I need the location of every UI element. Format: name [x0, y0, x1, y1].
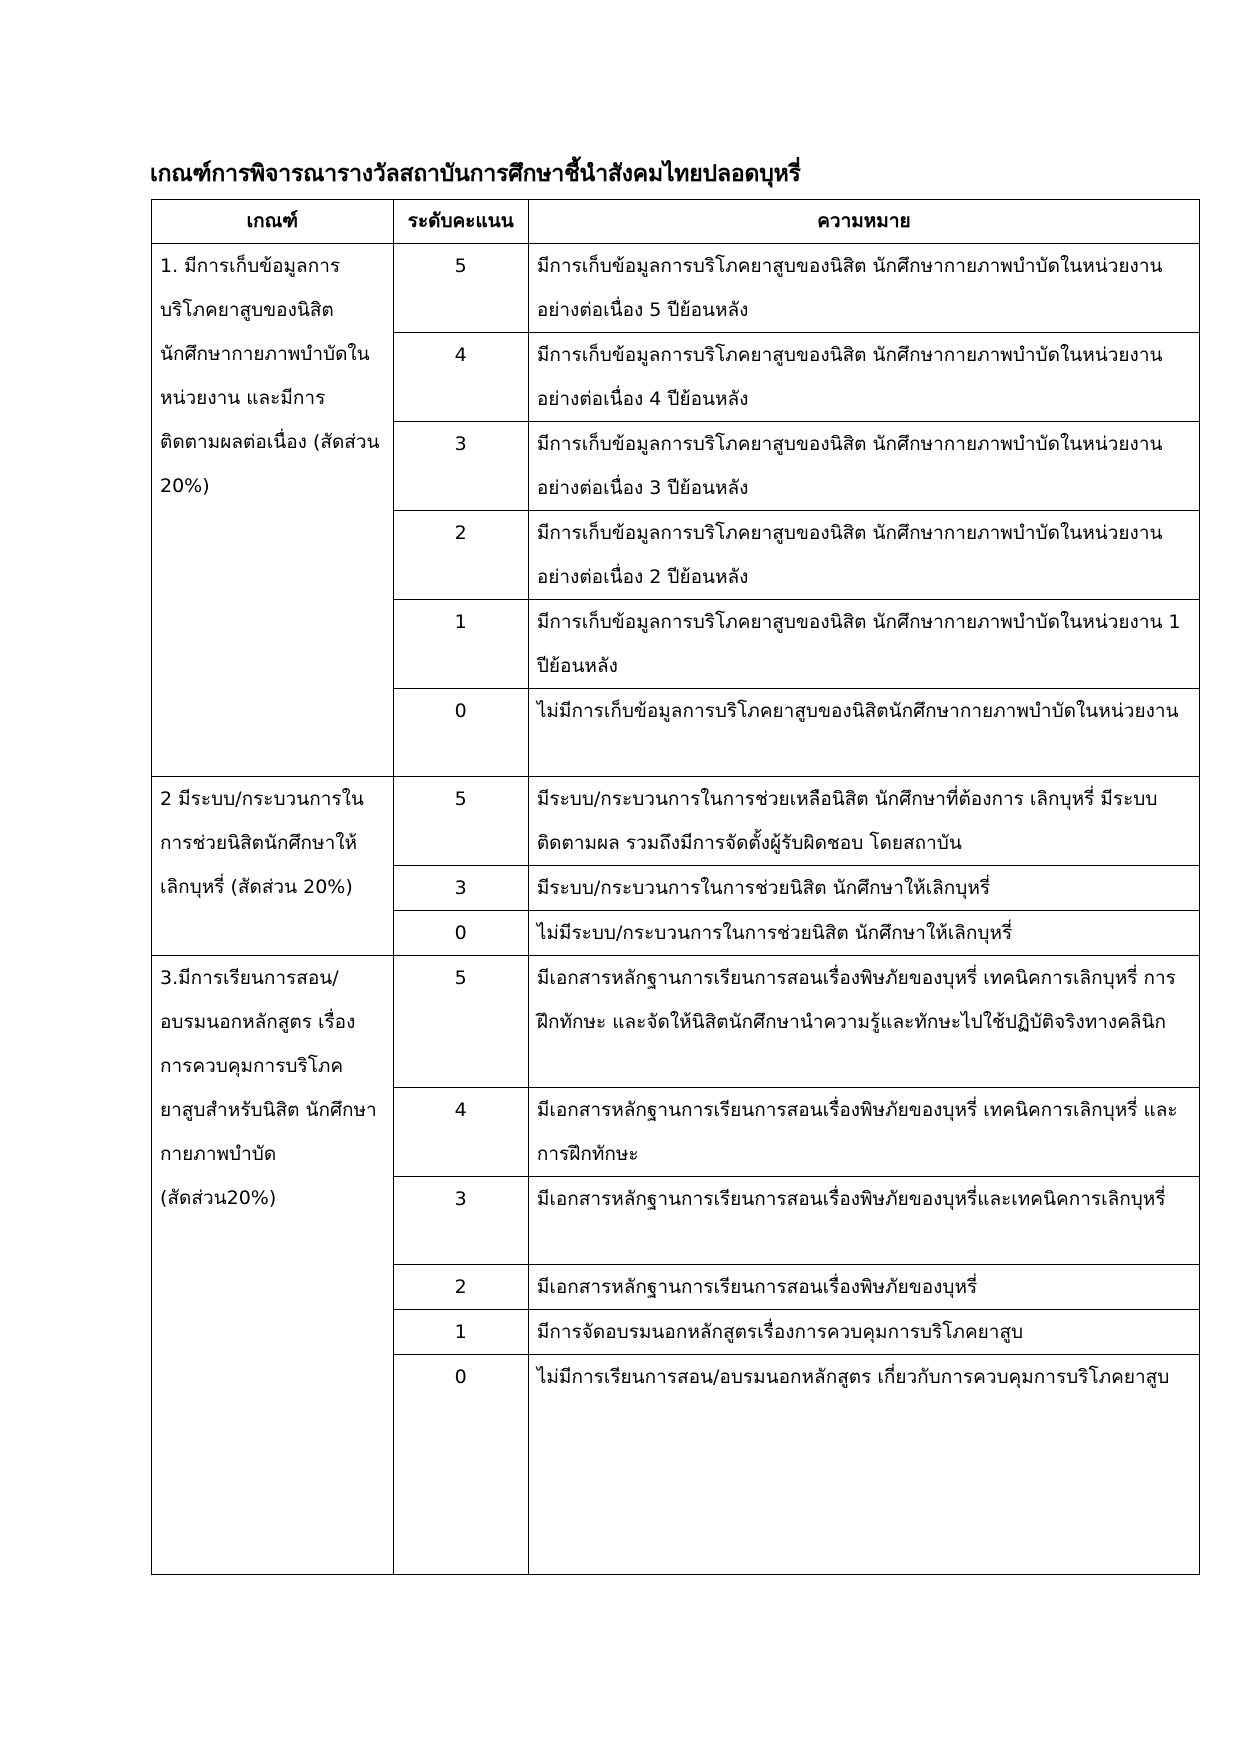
- criterion-cell: 1. มีการเก็บข้อมูลการบริโภคยาสูบของนิสิต นักศึกษากายภาพบำบัดในหน่วยงาน และมีการติดตามผลต่อเนื่อง (สัดส่วน 20%): [152, 244, 394, 777]
- criterion-cell: 2 มีระบบ/กระบวนการในการช่วยนิสิตนักศึกษาให้เลิกบุหรี่ (สัดส่วน 20%): [152, 777, 394, 956]
- meaning-cell: มีเอกสารหลักฐานการเรียนการสอนเรื่องพิษภัยของบุหรี่ เทคนิคการเลิกบุหรี่ การฝึกทักษะ และจัดให้นิสิตนักศึกษานำความรู้และทักษะไปใช้ปฏิบัติจริงทางคลินิก: [528, 956, 1199, 1088]
- score-level-cell: 2: [393, 511, 528, 600]
- meaning-cell: มีการเก็บข้อมูลการบริโภคยาสูบของนิสิต นักศึกษากายภาพบำบัดในหน่วยงาน 1 ปีย้อนหลัง: [528, 600, 1199, 689]
- meaning-cell: มีเอกสารหลักฐานการเรียนการสอนเรื่องพิษภัยของบุหรี่ เทคนิคการเลิกบุหรี่ และการฝึกทักษะ: [528, 1088, 1199, 1177]
- score-level-cell: 5: [393, 244, 528, 333]
- score-level-cell: 1: [393, 1310, 528, 1355]
- meaning-cell: มีระบบ/กระบวนการในการช่วยนิสิต นักศึกษาให้เลิกบุหรี่: [528, 866, 1199, 911]
- score-level-cell: 5: [393, 956, 528, 1088]
- meaning-cell: มีการเก็บข้อมูลการบริโภคยาสูบของนิสิต นักศึกษากายภาพบำบัดในหน่วยงานอย่างต่อเนื่อง 3 ปีย้อนหลัง: [528, 422, 1199, 511]
- score-level-cell: 4: [393, 1088, 528, 1177]
- criterion-cell: 3.มีการเรียนการสอน/อบรมนอกหลักสูตร เรื่องการควบคุมการบริโภคยาสูบสำหรับนิสิต นักศึกษากายภาพบำบัด (สัดส่วน20%): [152, 956, 394, 1575]
- score-level-cell: 0: [393, 1355, 528, 1575]
- score-level-cell: 5: [393, 777, 528, 866]
- header-meaning: ความหมาย: [528, 200, 1199, 244]
- meaning-cell: มีการเก็บข้อมูลการบริโภคยาสูบของนิสิต นักศึกษากายภาพบำบัดในหน่วยงานอย่างต่อเนื่อง 2 ปีย้อนหลัง: [528, 511, 1199, 600]
- meaning-cell: มีเอกสารหลักฐานการเรียนการสอนเรื่องพิษภัยของบุหรี่และเทคนิคการเลิกบุหรี่: [528, 1177, 1199, 1265]
- table-header-row: [152, 200, 1200, 244]
- score-level-cell: 4: [393, 333, 528, 422]
- table-row: [152, 244, 1200, 333]
- score-level-cell: 2: [393, 1265, 528, 1310]
- meaning-cell: มีการเก็บข้อมูลการบริโภคยาสูบของนิสิต นักศึกษากายภาพบำบัดในหน่วยงานอย่างต่อเนื่อง 5 ปีย้อนหลัง: [528, 244, 1199, 333]
- meaning-cell: ไม่มีระบบ/กระบวนการในการช่วยนิสิต นักศึกษาให้เลิกบุหรี่: [528, 911, 1199, 956]
- header-score-level: ระดับคะแนน: [393, 200, 528, 244]
- meaning-cell: ไม่มีการเรียนการสอน/อบรมนอกหลักสูตร เกี่ยวกับการควบคุมการบริโภคยาสูบ: [528, 1355, 1199, 1575]
- score-level-cell: 1: [393, 600, 528, 689]
- meaning-cell: ไม่มีการเก็บข้อมูลการบริโภคยาสูบของนิสิตนักศึกษากายภาพบำบัดในหน่วยงาน: [528, 689, 1199, 777]
- document-title: เกณฑ์การพิจารณารางวัลสถาบันการศึกษาชี้นำสังคมไทยปลอดบุหรี่: [150, 161, 801, 187]
- meaning-cell: มีการจัดอบรมนอกหลักสูตรเรื่องการควบคุมการบริโภคยาสูบ: [528, 1310, 1199, 1355]
- meaning-cell: มีเอกสารหลักฐานการเรียนการสอนเรื่องพิษภัยของบุหรี่: [528, 1265, 1199, 1310]
- score-level-cell: 0: [393, 689, 528, 777]
- score-level-cell: 0: [393, 911, 528, 956]
- header-criterion: เกณฑ์: [152, 200, 394, 244]
- score-level-cell: 3: [393, 422, 528, 511]
- table-row: [152, 777, 1200, 866]
- score-level-cell: 3: [393, 1177, 528, 1265]
- score-level-cell: 3: [393, 866, 528, 911]
- criteria-table: [151, 199, 1200, 1575]
- table-row: [152, 956, 1200, 1088]
- meaning-cell: มีระบบ/กระบวนการในการช่วยเหลือนิสิต นักศึกษาที่ต้องการ เลิกบุหรี่ มีระบบติดตามผล รวมถึงมีการจัดตั้งผู้รับผิดชอบ โดยสถาบัน: [528, 777, 1199, 866]
- meaning-cell: มีการเก็บข้อมูลการบริโภคยาสูบของนิสิต นักศึกษากายภาพบำบัดในหน่วยงานอย่างต่อเนื่อง 4 ปีย้อนหลัง: [528, 333, 1199, 422]
